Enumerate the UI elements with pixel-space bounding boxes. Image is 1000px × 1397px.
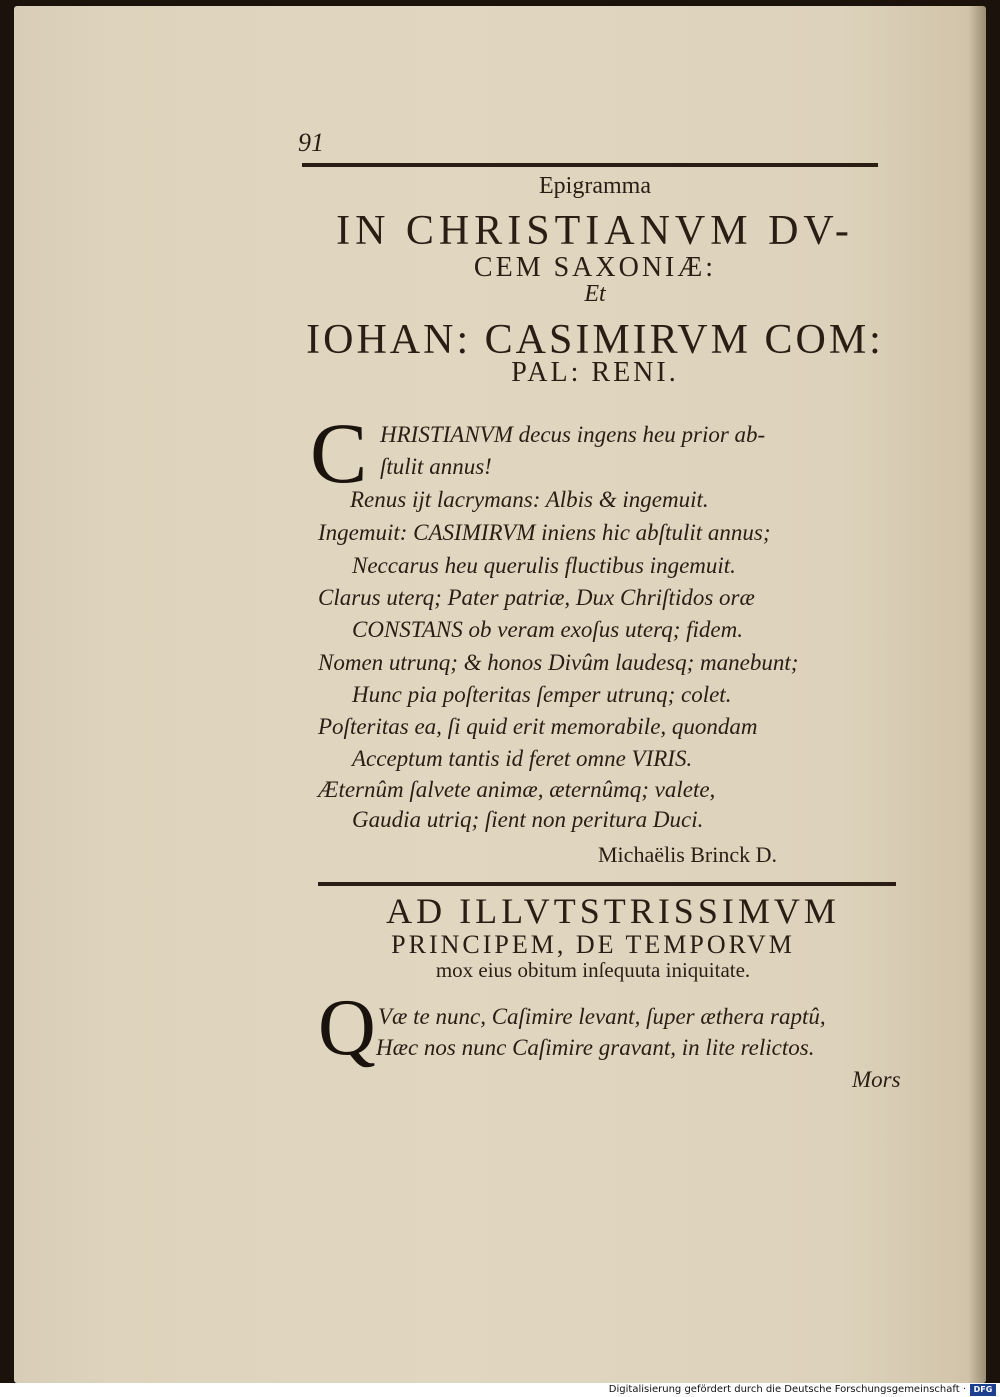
heading-epigramma: Epigramma bbox=[539, 173, 651, 199]
poem1-line: CONSTANS ob veram exoſus uterq; fidem. bbox=[352, 617, 743, 642]
poem2-line: Hæc nos nunc Caſimire gravant, in lite relictos. bbox=[376, 1035, 815, 1060]
dropcap-q: Q bbox=[318, 984, 376, 1072]
dfg-logo: DFG bbox=[970, 1384, 996, 1396]
poem1-line: Poſteritas ea, ſi quid erit memorabile, quondam bbox=[318, 714, 758, 739]
heading-line-4: PAL: RENI. bbox=[511, 357, 679, 388]
poem1-line: Renus ijt lacrymans: Albis & ingemuit. bbox=[350, 487, 709, 512]
footer-credit: Digitalisierung gefördert durch die Deutsche Forschungsgemeinschaft · bbox=[608, 1384, 966, 1395]
header-rule bbox=[302, 163, 878, 167]
section-rule bbox=[318, 882, 896, 886]
heading-conjunction: Et bbox=[584, 281, 606, 307]
poem1-line: ſtulit annus! bbox=[380, 454, 492, 479]
dropcap-c: C bbox=[310, 405, 368, 501]
footer-bar bbox=[0, 1383, 1000, 1397]
poem1-line: Æternûm ſalvete animæ, æternûmq; valete, bbox=[318, 777, 716, 802]
catchword: Mors bbox=[852, 1067, 901, 1092]
heading2-line-3: mox eius obitum inſequuta iniquitate. bbox=[435, 958, 751, 982]
poem1-line: Neccarus heu querulis fluctibus ingemuit. bbox=[352, 553, 736, 578]
heading2-line-1: AD ILLVTSTRISSIMVM bbox=[386, 891, 840, 931]
poem1-line: Clarus uterq; Pater patriæ, Dux Chriſtidos oræ bbox=[318, 585, 755, 610]
poem1-line: Gaudia utriq; ſient non peritura Duci. bbox=[352, 807, 704, 832]
poem2-line: Væ te nunc, Caſimire levant, ſuper æthera raptû, bbox=[378, 1004, 826, 1029]
poem1-line: Nomen utrunq; & honos Divûm laudesq; manebunt; bbox=[318, 650, 799, 675]
heading-line-2: CEM SAXONIÆ: bbox=[473, 252, 717, 283]
poem1-line: Ingemuit: CASIMIRVM iniens hic abſtulit annus; bbox=[318, 520, 771, 545]
heading2-line-2: PRINCIPEM, DE TEMPORVM bbox=[391, 930, 795, 959]
page-number: 91 bbox=[298, 128, 324, 157]
signature: Michaëlis Brinck D. bbox=[598, 842, 778, 867]
poem1-line: Hunc pia poſteritas ſemper utrunq; colet. bbox=[352, 682, 732, 707]
heading-line-3: IOHAN: CASIMIRVM COM: bbox=[306, 317, 884, 363]
poem1-line: Acceptum tantis id feret omne VIRIS. bbox=[352, 746, 693, 771]
heading-line-1: IN CHRISTIANVM DV- bbox=[336, 208, 854, 254]
poem1-line: HRISTIANVM decus ingens heu prior ab- bbox=[380, 422, 766, 447]
